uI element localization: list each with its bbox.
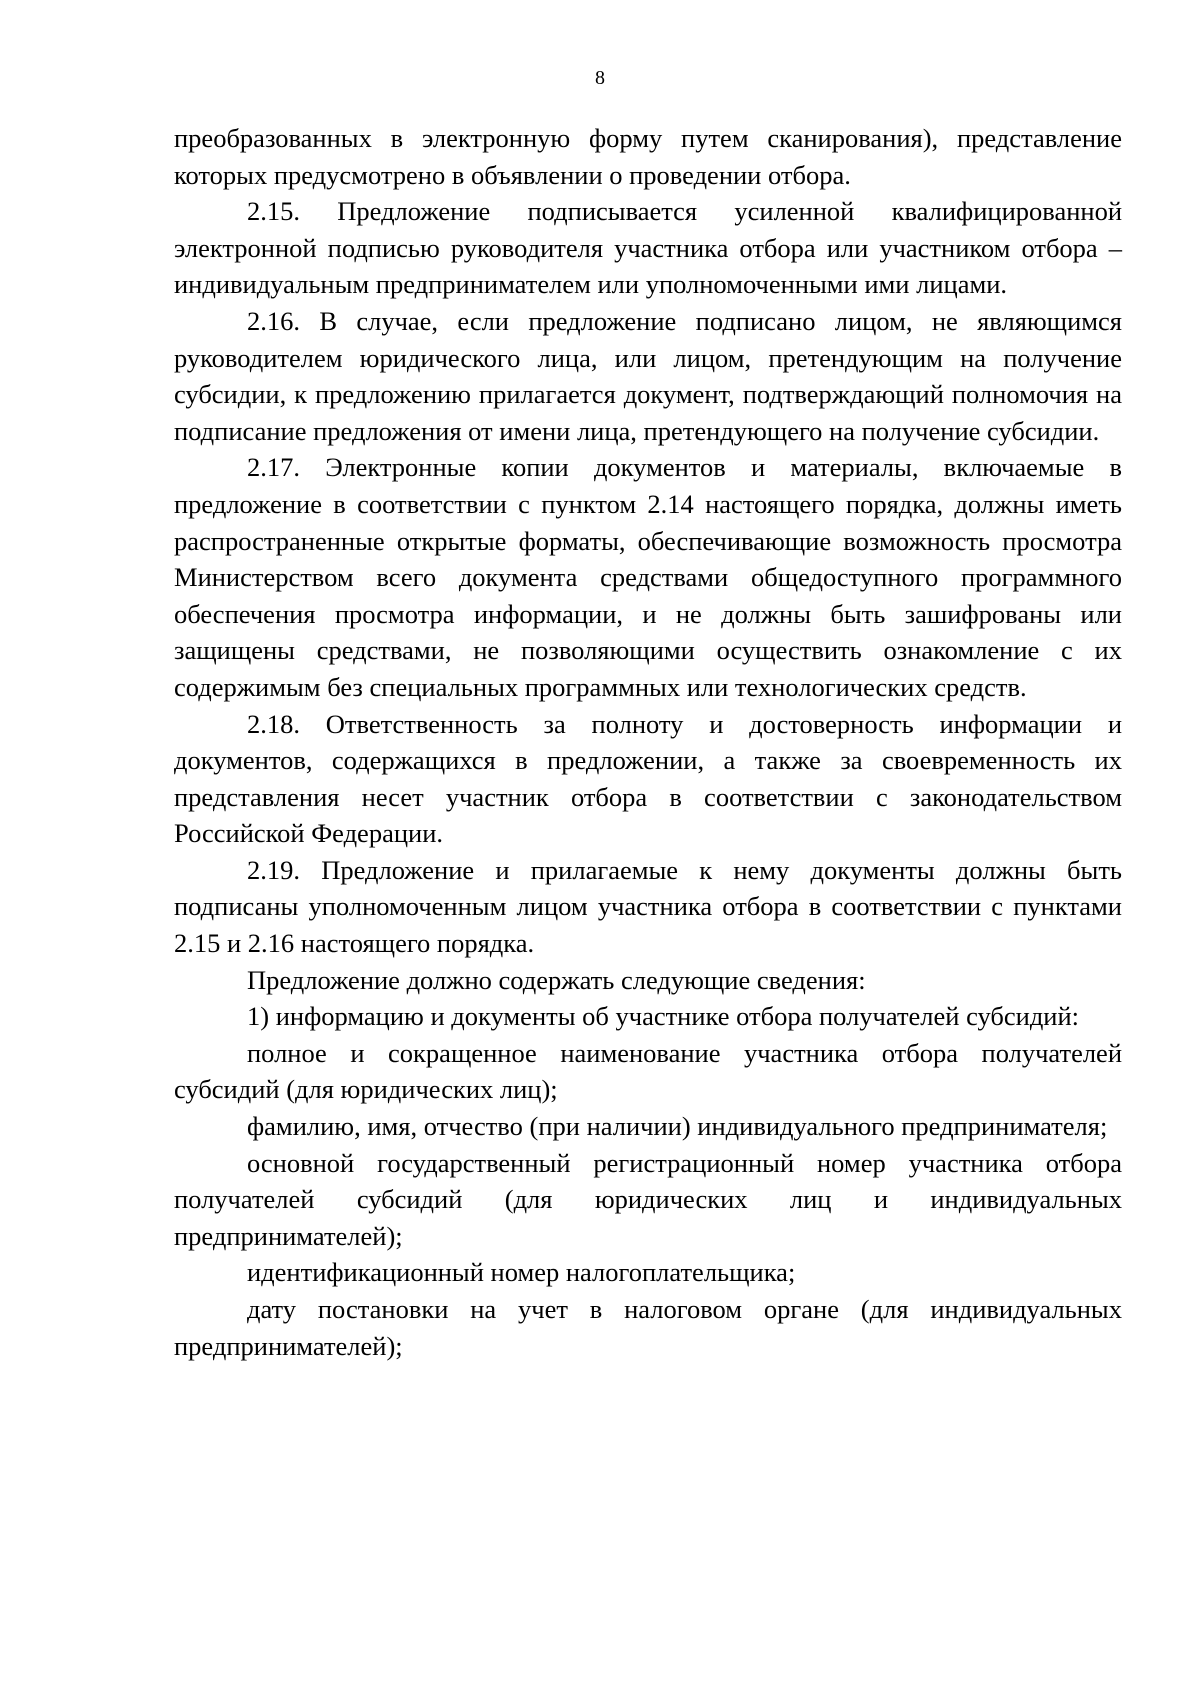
paragraph-2-16: 2.16. В случае, если предложение подписано лицом, не являющимся руководителем юридического лица, или лицом, претендующим на получение субсидии, к предложению прилагается документ, подтверждающий полномочия на подписание предложения от имени лица, претендующего на получение субсидии. [174, 305, 1122, 446]
list-subitem-name: полное и сокращенное наименование участника отбора получателей субсидий (для юридических лиц); [174, 1037, 1122, 1105]
page-number: 8 [595, 67, 605, 89]
list-subitem-tax-registration-date: дату постановки на учет в налоговом органе (для индивидуальных предпринимателей); [174, 1294, 1122, 1361]
paragraph-continuation: преобразованных в электронную форму путем сканирования), представление которых предусмотрено в объявлении о проведении отбора. [174, 123, 1122, 190]
paragraph-2-15: 2.15. Предложение подписывается усиленной квалифицированной электронной подписью руководителя участника отбора или участником отбора – индивидуальным предпринимателем или уполномоченными ими лицами. [174, 196, 1122, 300]
list-subitem-inn: идентификационный номер налогоплательщика; [247, 1257, 796, 1288]
paragraph-2-19: 2.19. Предложение и прилагаемые к нему документы должны быть подписаны уполномоченным лицом участника отбора в соответствии с пунктами 2.15 и 2.16 настоящего порядка. [174, 854, 1122, 959]
paragraph-2-17: 2.17. Электронные копии документов и материалы, включаемые в предложение в соответствии с пунктом 2.14 настоящего порядка, должны иметь распространенные открытые форматы, обеспечивающие возможность просмотра Министерством всего документа средствами общедоступного программного обеспечения просмотра информации, и не должны быть зашифрованы или защищены средствами, не позволяющими осуществить ознакомление с их содержимым без специальных программных или технологических средств. [174, 452, 1122, 702]
paragraph-requirements-intro: Предложение должно содержать следующие сведения: [247, 964, 866, 995]
document-body [174, 120, 1122, 1364]
list-subitem-ogrn: основной государственный регистрационный номер участника отбора получателей субсидий (для юридических лиц и индивидуальных предпринимателей); [174, 1147, 1122, 1251]
list-subitem-fio: фамилию, имя, отчество (при наличии) индивидуального предпринимателя; [247, 1111, 1108, 1142]
paragraph-2-18: 2.18. Ответственность за полноту и достоверность информации и документов, содержащихся в предложении, а также за своевременность их представления несет участник отбора в соответствии с законодательством Российской Федерации. [174, 708, 1122, 849]
list-item-1: 1) информацию и документы об участнике отбора получателей субсидий: [247, 1001, 1080, 1032]
